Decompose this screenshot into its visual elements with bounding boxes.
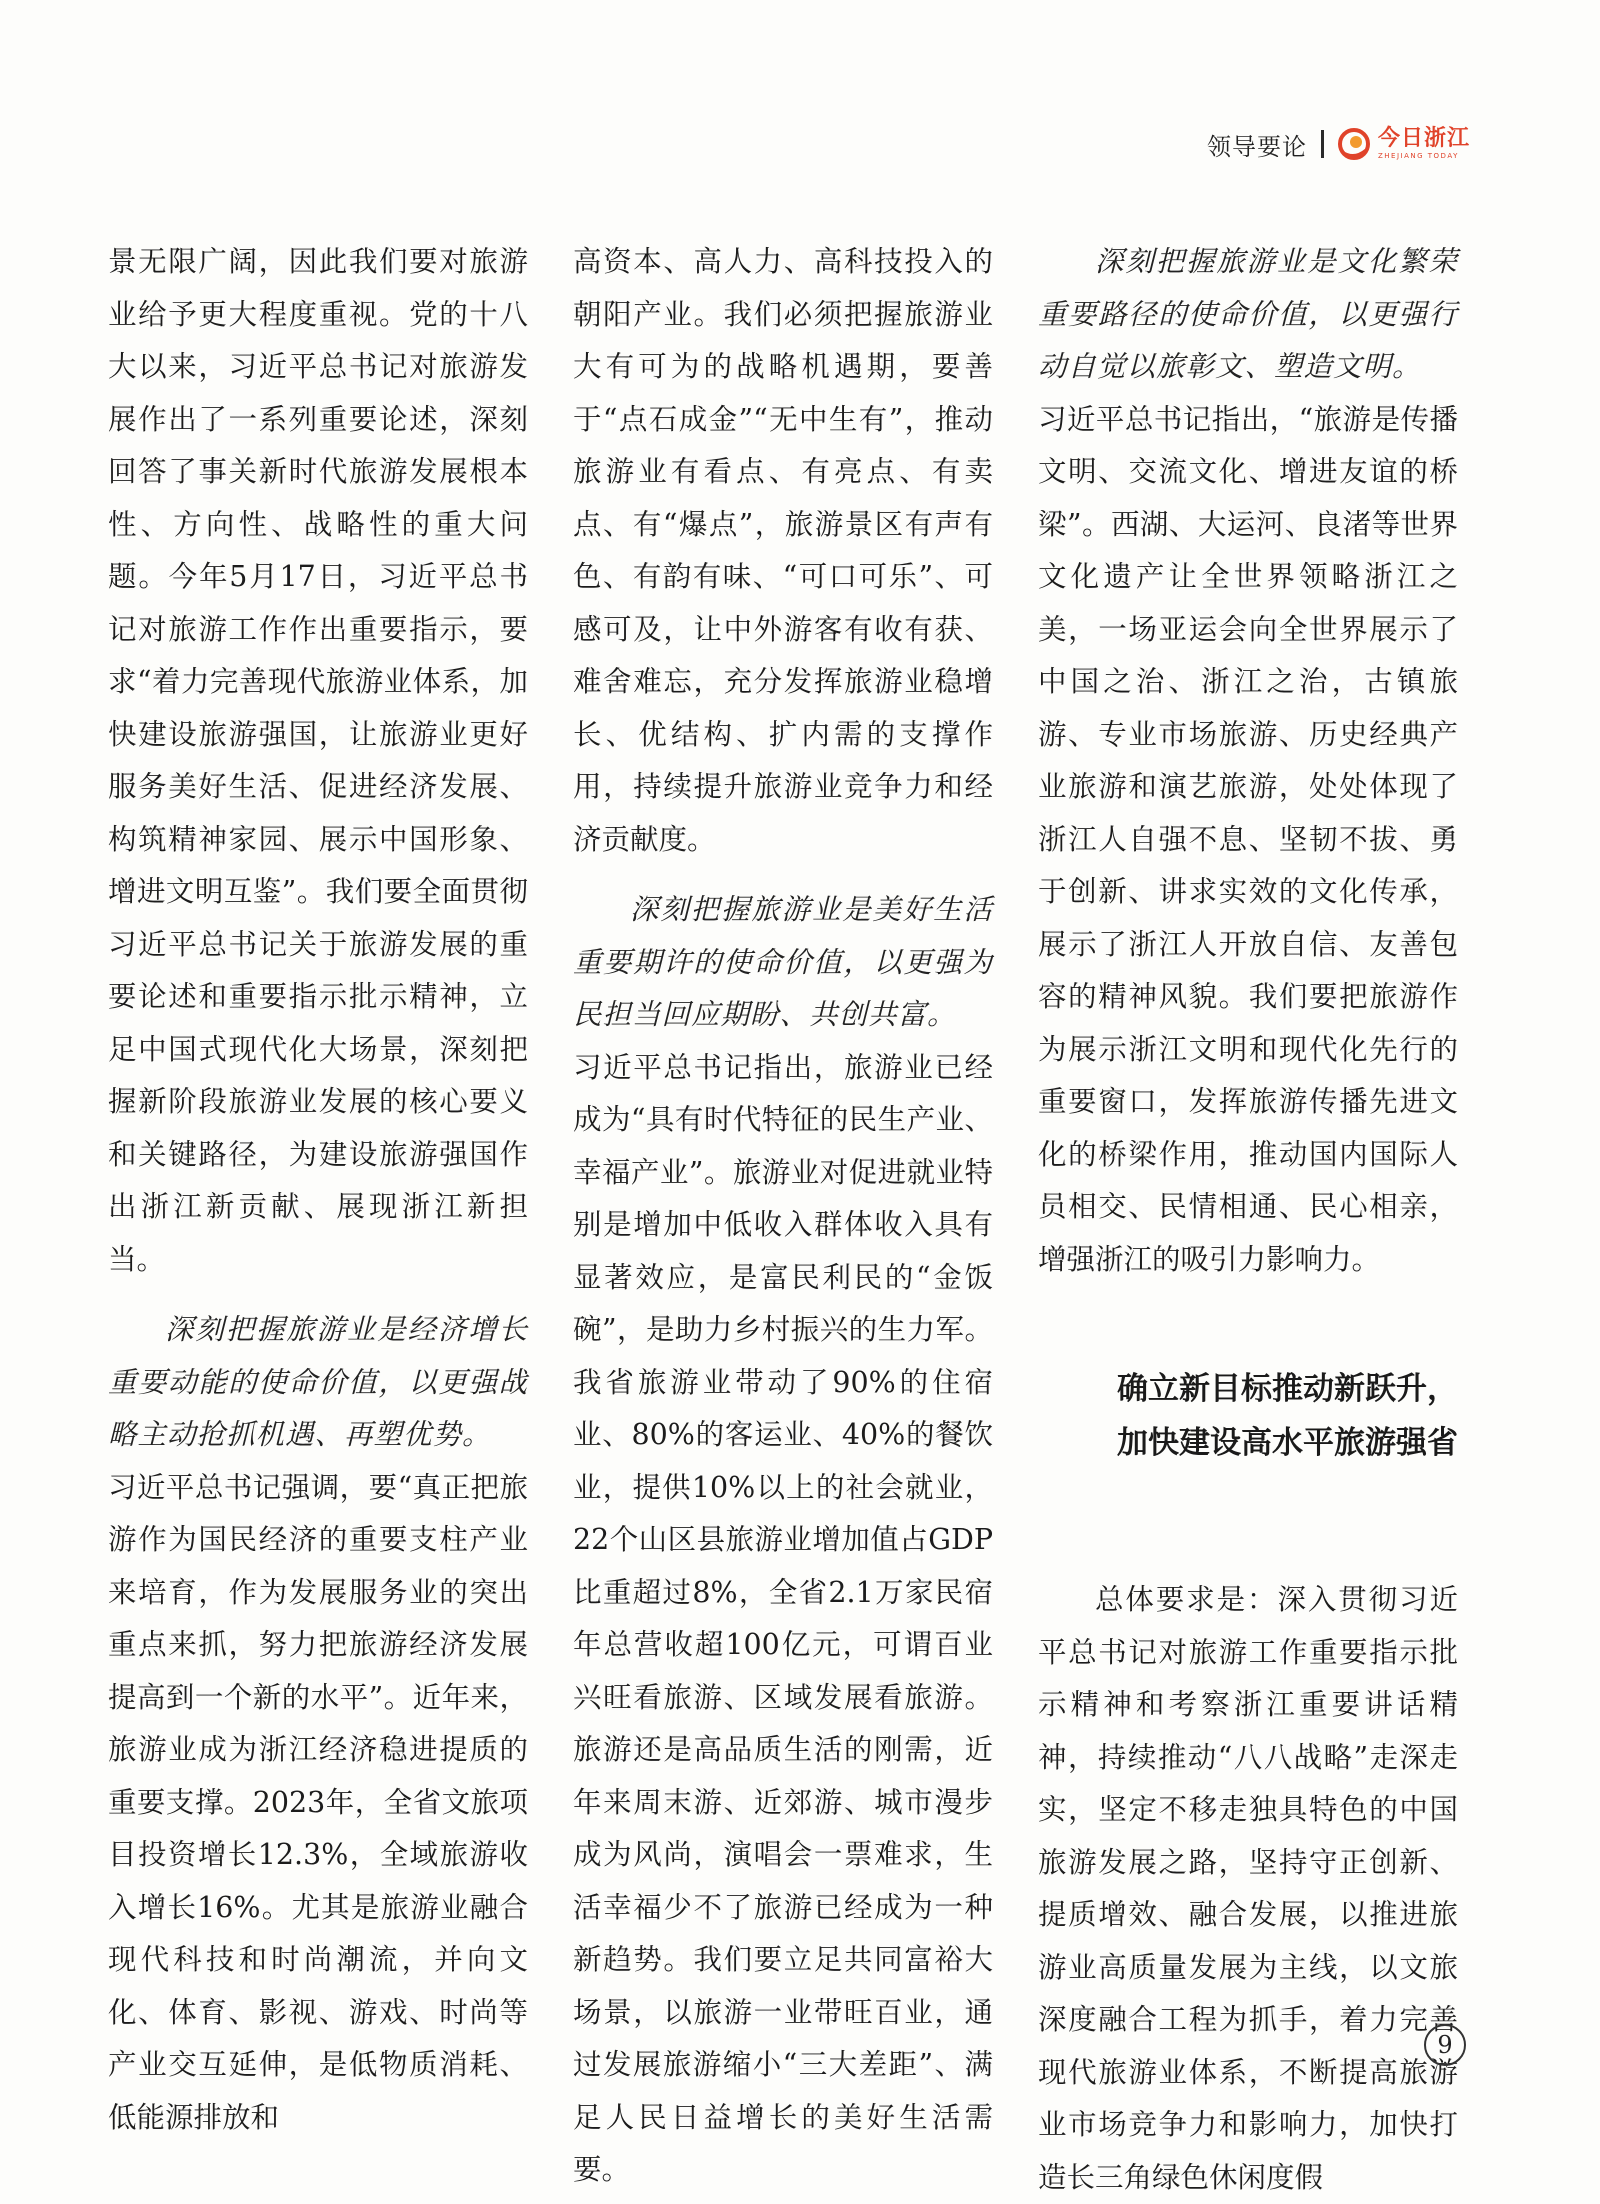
magazine-logo — [1336, 126, 1470, 162]
paragraph: 习近平总书记强调，要“真正把旅游作为国民经济的重要支柱产业来培育，作为发展服务业的突出重点来抓，努力把旅游经济发展提高到一个新的水平”。近年来，旅游业成为浙江经济稳进提质的重要支撑。2023年，全省文旅项目投资增长12.3%，全域旅游收入增长16%。尤其是旅游业融合现代科技和时尚潮流，并向文化、体育、影视、游戏、时尚等产业交互延伸，是低物质消耗、低能源排放和 — [108, 1470, 528, 2134]
page-number: 9 — [1424, 2024, 1466, 2066]
logo-text — [1378, 128, 1470, 160]
paragraph: 习近平总书记指出，“旅游是传播文明、交流文化、增进友谊的桥梁”。西湖、大运河、良渚等世界文化遗产让全世界领略浙江之美，一场亚运会向全世界展示了中国之治、浙江之治，古镇旅游、专业市场旅游、历史经典产业旅游和演艺旅游，处处体现了浙江人自强不息、坚韧不拔、勇于创新、讲求实效的文化传承，展示了浙江人开放自信、友善包容的精神风貌。我们要把旅游作为展示浙江文明和现代化先行的重要窗口，发挥旅游传播先进文化的桥梁作用，推动国内国际人员相交、民情相通、民心相亲，增强浙江的吸引力影响力。 — [1038, 402, 1458, 1276]
lead-sentence: 深刻把握旅游业是美好生活重要期许的使命价值，以更强为民担当回应期盼、共创共富。 — [573, 893, 993, 1031]
section-label: 领导要论 — [1206, 132, 1307, 161]
paragraph: 景无限广阔，因此我们要对旅游业给予更大程度重视。党的十八大以来，习近平总书记对旅游发展作出了一系列重要论述，深刻回答了事关新时代旅游发展根本性、方向性、战略性的重大问题。今年5月17日，习近平总书记对旅游工作作出重要指示，要求“着力完善现代旅游业体系，加快建设旅游强国，让旅游业更好服务美好生活、促进经济发展、构筑精神家园、展示中国形象、增进文明互鉴”。我们要全面贯彻习近平总书记关于旅游发展的重要论述和重要指示批示精神，立足中国式现代化大场景，深刻把握新阶段旅游业发展的核心要义和关键路径，为建设旅游强国作出浙江新贡献、展现浙江新担当。 — [108, 245, 528, 1276]
header-divider — [1321, 130, 1324, 158]
column-3 — [1038, 236, 1458, 2204]
paragraph: 习近平总书记指出，旅游业已经成为“具有时代特征的民生产业、幸福产业”。旅游业对促进就业特别是增加中低收入群体收入具有显著效应，是富民利民的“金饭碗”，是助力乡村振兴的生力军。我省旅游业带动了90%的住宿业、80%的客运业、40%的餐饮业，提供10%以上的社会就业，22个山区县旅游业增加值占GDP比重超过8%，全省2.1万家民宿年总营收超100亿元，可谓百业兴旺看旅游、区域发展看旅游。旅游还是高品质生活的刚需，近年来周末游、近郊游、城市漫步成为风尚，演唱会一票难求，生活幸福少不了旅游已经成为一种新趋势。我们要立足共同富裕大场景，以旅游一业带旺百业，通过发展旅游缩小“三大差距”、满足人民日益增长的美好生活需要。 — [573, 1050, 993, 2186]
section-heading-line-1: 确立新目标推动新跃升， — [1117, 1371, 1458, 1407]
logo-chinese: 今日浙江 — [1377, 126, 1470, 151]
column-2 — [573, 236, 993, 2197]
column-1 — [108, 236, 528, 2144]
paragraph: 总体要求是：深入贯彻习近平总书记对旅游工作重要指示批示精神和考察浙江重要讲话精神，持续推动“八八战略”走深走实，坚定不移走独具特色的中国旅游发展之路，坚持守正创新、提质增效、融合发展，以推进旅游业高质量发展为主线，以文旅深度融合工程为抓手，着力完善现代旅游业体系，不断提高旅游业市场竞争力和影响力，加快打造长三角绿色休闲度假 — [1038, 1583, 1458, 2194]
section-heading-line-2: 加快建设高水平旅游强省 — [1117, 1425, 1458, 1461]
section-heading — [1038, 1362, 1458, 1470]
lead-sentence: 深刻把握旅游业是经济增长重要动能的使命价值，以更强战略主动抢抓机遇、再塑优势。 — [108, 1313, 528, 1451]
page-header — [1207, 120, 1470, 168]
lead-sentence: 深刻把握旅游业是文化繁荣重要路径的使命价值，以更强行动自觉以旅彰文、塑造文明。 — [1038, 245, 1458, 383]
logo-english: ZHEJIANG TODAY — [1377, 152, 1459, 160]
paragraph: 高资本、高人力、高科技投入的朝阳产业。我们必须把握旅游业大有可为的战略机遇期，要善于“点石成金”“无中生有”，推动旅游业有看点、有亮点、有卖点、有“爆点”，旅游景区有声有色、有韵有味、“可口可乐”、可感可及，让中外游客有收有获、难舍难忘，充分发挥旅游业稳增长、优结构、扩内需的支撑作用，持续提升旅游业竞争力和经济贡献度。 — [573, 245, 993, 856]
logo-mark-icon — [1336, 126, 1372, 162]
